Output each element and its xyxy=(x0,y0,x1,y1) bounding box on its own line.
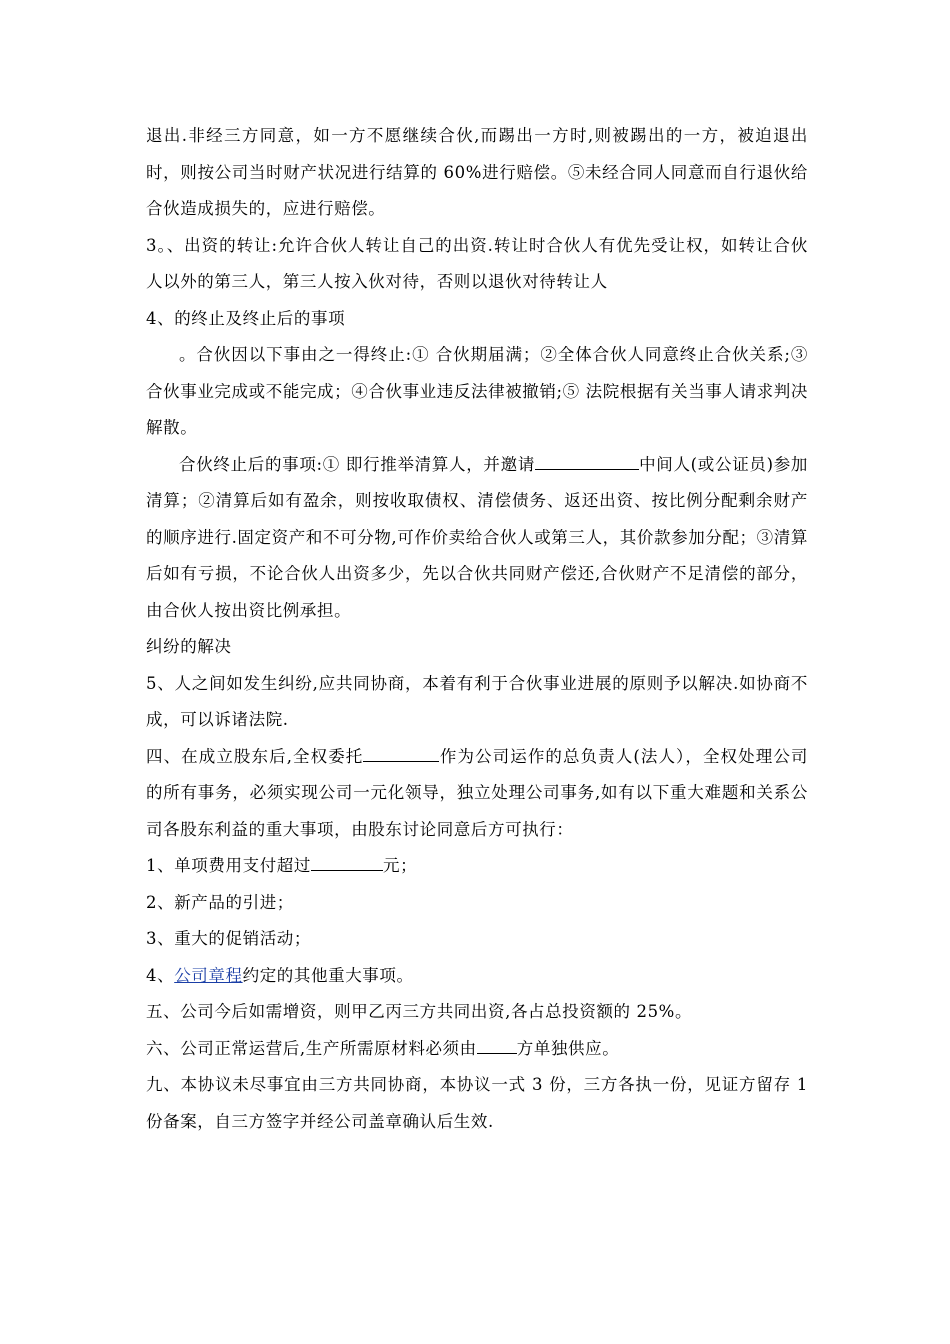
paragraph-withdrawal: 退出.非经三方同意，如一方不愿继续合伙,而踢出一方时,则被踢出的一方，被迫退出时，则按公司当时财产状况进行结算的 60%进行赔偿。⑤未经合同人同意而自行退伙给合伙造成损失的，应进行赔偿。 xyxy=(146,126,808,218)
fill-in-blank xyxy=(535,451,639,469)
paragraph-termination-causes: 。合伙因以下事由之一得终止:① 合伙期届满；②全体合伙人同意终止合伙关系;③ 合伙事业完成或不能完成；④合伙事业违反法律被撤销;⑤ 法院根据有关当事人请求判决解散。 xyxy=(146,345,808,437)
heading-termination: 4、的终止及终止后的事项 xyxy=(146,308,346,328)
paragraph-dispute: 5、人之间如发生纠纷,应共同协商，本着有利于合伙事业进展的原则予以解决.如协商不成，可以诉诸法院. xyxy=(146,673,808,729)
text-segment: 合伙终止后的事项:① 即行推举清算人，并邀请 xyxy=(179,454,536,474)
paragraph-final-clause: 九、本协议未尽事宜由三方共同协商，本协议一式 3 份，三方各执一份，见证方留存 1 份备案，自三方签字并经公司盖章确认后生效. xyxy=(146,1075,808,1131)
fill-in-blank xyxy=(477,1035,517,1053)
text-segment: 方单独供应。 xyxy=(516,1038,620,1058)
text-segment: 四、在成立股东后,全权委托 xyxy=(146,746,364,766)
document-body xyxy=(146,118,808,1140)
fill-in-blank xyxy=(311,853,383,871)
text-segment: 4、 xyxy=(146,965,175,985)
heading-dispute: 纠纷的解决 xyxy=(146,637,232,656)
text-segment: 元； xyxy=(383,856,418,875)
paragraph-authorization xyxy=(146,739,808,849)
list-item-2: 2、新产品的引进； xyxy=(146,892,294,912)
paragraph-capital-increase: 五、公司今后如需增资，则甲乙丙三方共同出资,各占总投资额的 25%。 xyxy=(146,1002,693,1021)
company-charter-link[interactable]: 公司章程 xyxy=(174,965,243,985)
fill-in-blank xyxy=(363,743,439,761)
list-item-4 xyxy=(146,958,808,995)
paragraph-supply xyxy=(146,1031,808,1068)
paragraph-after-termination xyxy=(146,447,808,630)
text-segment: 约定的其他重大事项。 xyxy=(242,965,414,985)
text-segment: 作为公司运作的总负责人(法人），全权处理公司的所有事务，必须实现公司一元化领导，独立处理公司事务,如有以下重大难题和关系公司各股东利益的重大事项，由股东讨论同意后方可执行： xyxy=(146,746,809,839)
list-item-3: 3、重大的促销活动； xyxy=(146,929,311,948)
list-item-1 xyxy=(146,848,808,885)
text-segment: 中间人(或公证员)参加清算；②清算后如有盈余，则按收取债权、清偿债务、返还出资、按比例分配剩余财产的顺序进行.固定资产和不可分物,可作价卖给合伙人或第三人，其价款参加分配；③清算后如有亏损，不论合伙人出资多少，先以合伙共同财产偿还,合伙财产不足清偿的部分，由合伙人按出资比例承担。 xyxy=(146,454,808,620)
text-segment: 1、单项费用支付超过 xyxy=(146,856,311,875)
paragraph-capital-transfer: 3。、出资的转让:允许合伙人转让自己的出资.转让时合伙人有优先受让权，如转让合伙人以外的第三人，第三人按入伙对待，否则以退伙对待转让人 xyxy=(146,235,808,291)
text-segment: 六、公司正常运营后,生产所需原材料必须由 xyxy=(146,1038,477,1058)
